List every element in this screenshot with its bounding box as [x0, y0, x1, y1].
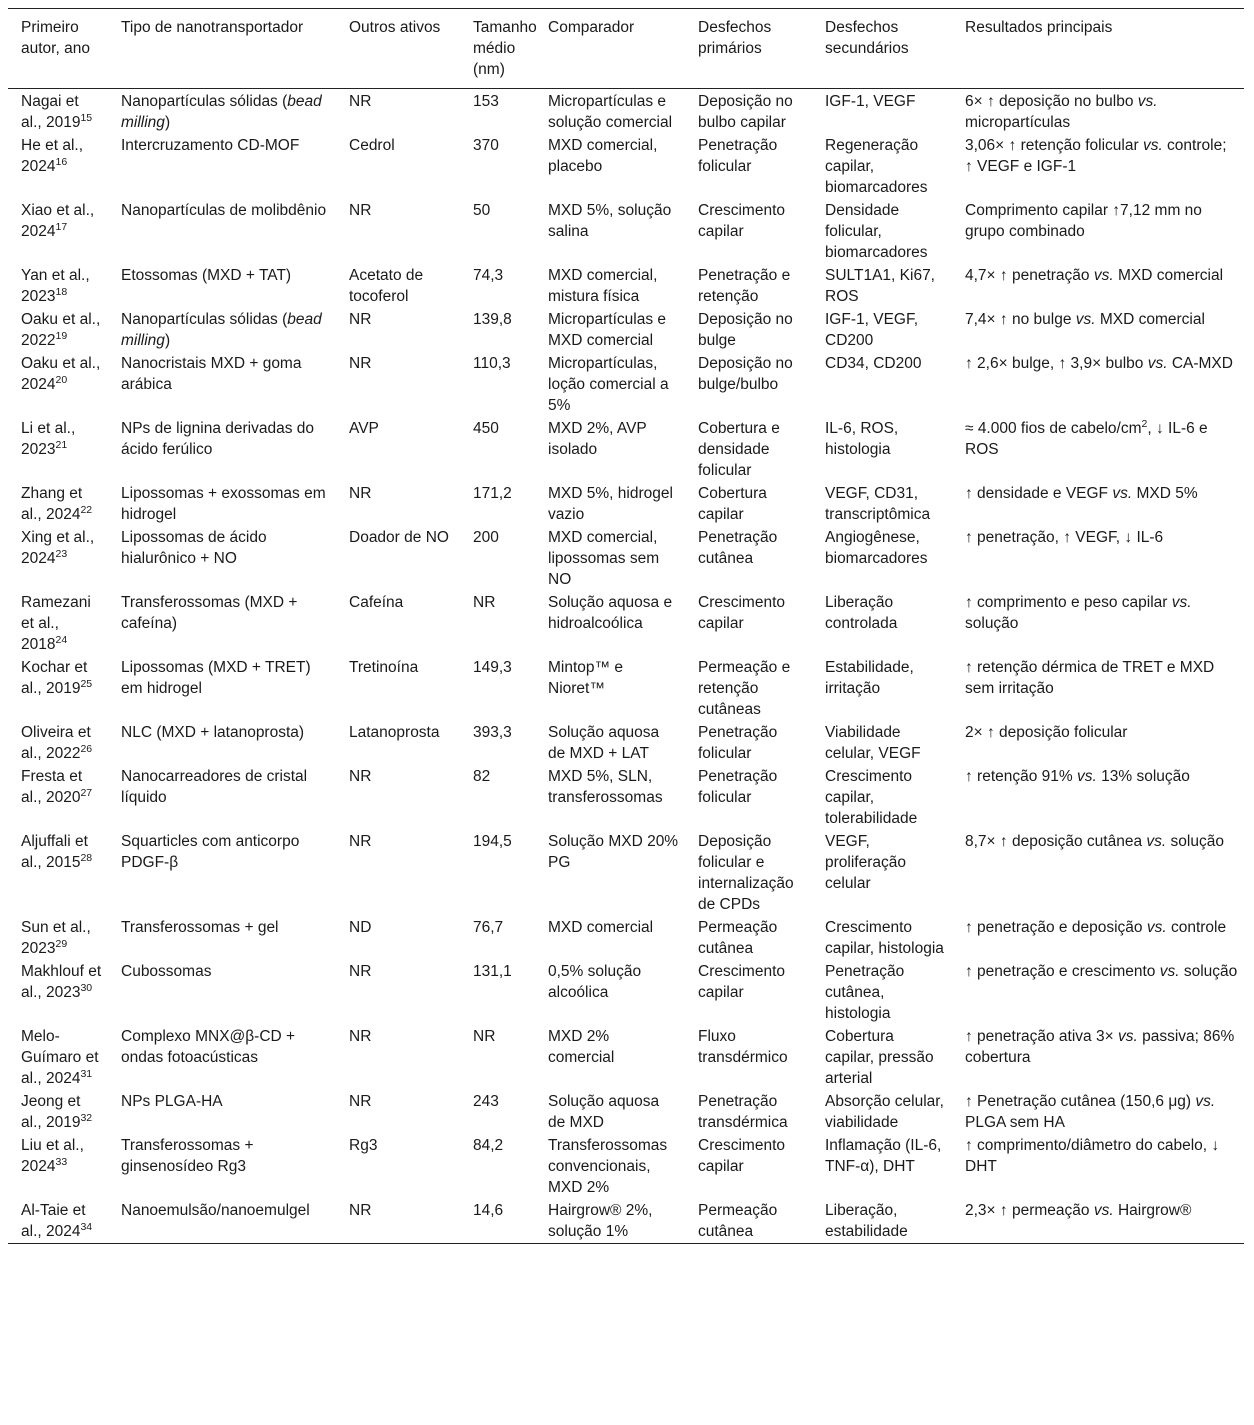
cell-other-actives: NR [349, 93, 372, 110]
cell-carrier: Nanocristais MXD + goma arábica [121, 355, 302, 393]
header-main-results: Resultados principais [965, 19, 1113, 36]
cell-other-actives: NR [349, 833, 372, 850]
cell-mean-size: 149,3 [473, 659, 512, 676]
header-primary-outcomes: Desfechos primários [698, 19, 772, 57]
cell-other-actives: NR [349, 202, 372, 219]
cell-main-results: ↑ penetração, ↑ VEGF, ↓ IL-6 [965, 529, 1164, 546]
cell-author: Xiao et al., 2024$^{17}$ [21, 202, 95, 240]
cell-primary-outcomes: Penetração folicular [698, 137, 778, 175]
cell-secondary-outcomes: Regeneração capilar, biomarcadores [825, 137, 928, 196]
cell-carrier: Transferossomas + gel [121, 919, 279, 936]
reference-number: 25 [80, 677, 93, 690]
table-row [8, 1199, 1244, 1244]
cell-primary-outcomes: Cobertura capilar [698, 485, 767, 523]
cell-comparator: MXD comercial, placebo [548, 137, 658, 175]
cell-mean-size: 84,2 [473, 1137, 504, 1154]
cell-secondary-outcomes: IL-6, ROS, histologia [825, 420, 899, 458]
cell-main-results: ↑ penetração e deposição vs. controle [965, 919, 1227, 936]
cell-primary-outcomes: Permeação e retenção cutâneas [698, 659, 791, 718]
cell-other-actives: Cedrol [349, 137, 395, 154]
cell-main-results: ↑ penetração ativa 3× vs. passiva; 86% cobertura [965, 1028, 1235, 1066]
cell-carrier: Cubossomas [121, 963, 212, 980]
header-author: Primeiro autor, ano [21, 19, 90, 57]
cell-secondary-outcomes: SULT1A1, Ki67, ROS [825, 267, 935, 305]
cell-primary-outcomes: Deposição no bulbo capilar [698, 93, 793, 131]
cell-mean-size: 14,6 [473, 1202, 504, 1219]
reference-number: 22 [80, 503, 93, 516]
cell-carrier: NPs de lignina derivadas do ácido ferúlico [121, 420, 315, 458]
cell-carrier: Nanocarreadores de cristal líquido [121, 768, 308, 806]
cell-comparator: MXD 5%, hidrogel vazio [548, 485, 673, 523]
cell-comparator: Micropartículas e solução comercial [548, 93, 673, 131]
cell-other-actives: NR [349, 485, 372, 502]
reference-number: 20 [55, 373, 68, 386]
cell-other-actives: NR [349, 311, 372, 328]
cell-secondary-outcomes: Inflamação (IL-6, TNF-α), DHT [825, 1137, 942, 1175]
cell-comparator: MXD 2%, AVP isolado [548, 420, 647, 458]
cell-comparator: Mintop™ e Nioret™ [548, 659, 623, 697]
cell-other-actives: Rg3 [349, 1137, 378, 1154]
reference-number: 24 [55, 633, 68, 646]
cell-primary-outcomes: Crescimento capilar [698, 202, 785, 240]
cell-secondary-outcomes: Liberação controlada [825, 594, 898, 632]
header-secondary-outcomes: Desfechos secundários [825, 19, 909, 57]
cell-carrier: Nanopartículas sólidas (bead milling) [121, 311, 322, 349]
reference-number: 33 [55, 1155, 68, 1168]
cell-other-actives: Cafeína [349, 594, 404, 611]
cell-main-results: 2,3× ↑ permeação vs. Hairgrow® [965, 1202, 1192, 1219]
table-row [8, 264, 1244, 308]
reference-number: 21 [55, 438, 68, 451]
cell-author: Fresta et al., 2020$^{27}$ [21, 768, 93, 806]
table-body [8, 89, 1244, 1244]
cell-main-results: 8,7× ↑ deposição cutânea vs. solução [965, 833, 1224, 850]
cell-comparator: Transferossomas convencionais, MXD 2% [548, 1137, 668, 1196]
cell-comparator: Micropartículas, loção comercial a 5% [548, 355, 669, 414]
cell-comparator: MXD comercial, lipossomas sem NO [548, 529, 660, 588]
cell-mean-size: 153 [473, 93, 499, 110]
cell-carrier: Complexo MNX@β-CD + ondas fotoacústicas [121, 1028, 296, 1066]
cell-mean-size: 76,7 [473, 919, 504, 936]
cell-other-actives: Latanoprosta [349, 724, 440, 741]
cell-comparator: Solução aquosa de MXD + LAT [548, 724, 660, 762]
table-header [8, 9, 1244, 89]
cell-carrier: NPs PLGA-HA [121, 1093, 223, 1110]
cell-mean-size: 131,1 [473, 963, 512, 980]
cell-primary-outcomes: Deposição no bulge [698, 311, 793, 349]
reference-number: 26 [80, 742, 93, 755]
cell-author: Ramezani et al., 2018$^{24}$ [21, 594, 91, 653]
cell-comparator: MXD comercial [548, 919, 654, 936]
cell-mean-size: 200 [473, 529, 499, 546]
cell-carrier: Etossomas (MXD + TAT) [121, 267, 292, 284]
cell-author: Zhang et al., 2024$^{22}$ [21, 485, 93, 523]
table-row [8, 721, 1244, 765]
table-row [8, 352, 1244, 417]
cell-primary-outcomes: Penetração transdérmica [698, 1093, 788, 1131]
cell-comparator: MXD comercial, mistura física [548, 267, 658, 305]
cell-main-results: 2× ↑ deposição folicular [965, 724, 1128, 741]
header-comparator: Comparador [548, 19, 635, 36]
cell-carrier: Nanopartículas de molibdênio [121, 202, 327, 219]
cell-other-actives: NR [349, 355, 372, 372]
cell-secondary-outcomes: Liberação, estabilidade [825, 1202, 908, 1240]
table-row [8, 656, 1244, 721]
cell-primary-outcomes: Penetração folicular [698, 768, 778, 806]
cell-primary-outcomes: Penetração e retenção [698, 267, 791, 305]
cell-author: Al-Taie et al., 2024$^{34}$ [21, 1202, 93, 1240]
cell-mean-size: 74,3 [473, 267, 504, 284]
cell-carrier: Nanopartículas sólidas (bead milling) [121, 93, 322, 131]
cell-secondary-outcomes: Estabilidade, irritação [825, 659, 914, 697]
cell-mean-size: 171,2 [473, 485, 512, 502]
cell-author: Aljuffali et al., 2015$^{28}$ [21, 833, 93, 871]
cell-main-results: Comprimento capilar ↑7,12 mm no grupo combinado [965, 202, 1202, 240]
cell-primary-outcomes: Penetração cutânea [698, 529, 778, 567]
table-row [8, 308, 1244, 352]
table-row [8, 765, 1244, 830]
cell-author: Oliveira et al., 2022$^{26}$ [21, 724, 93, 762]
cell-author: Melo-Guímaro et al., 2024$^{31}$ [21, 1028, 99, 1087]
cell-other-actives: Tretinoína [349, 659, 419, 676]
table-row [8, 916, 1244, 960]
cell-mean-size: 139,8 [473, 311, 512, 328]
cell-main-results: ↑ comprimento e peso capilar vs. solução [965, 594, 1192, 632]
table-row [8, 591, 1244, 656]
cell-main-results: 4,7× ↑ penetração vs. MXD comercial [965, 267, 1224, 284]
table-row [8, 526, 1244, 591]
cell-primary-outcomes: Penetração folicular [698, 724, 778, 762]
reference-number: 15 [80, 111, 93, 124]
cell-carrier: Intercruzamento CD-MOF [121, 137, 300, 154]
cell-carrier: Transferossomas (MXD + cafeína) [121, 594, 298, 632]
cell-mean-size: 450 [473, 420, 499, 437]
cell-primary-outcomes: Deposição no bulge/bulbo [698, 355, 793, 393]
header-other-actives: Outros ativos [349, 19, 441, 36]
reference-number: 18 [55, 285, 68, 298]
table-row [8, 134, 1244, 199]
cell-secondary-outcomes: IGF-1, VEGF, CD200 [825, 311, 919, 349]
cell-author: Oaku et al., 2024$^{20}$ [21, 355, 101, 393]
cell-author: Makhlouf et al., 2023$^{30}$ [21, 963, 102, 1001]
cell-primary-outcomes: Permeação cutânea [698, 1202, 778, 1240]
cell-comparator: Solução aquosa de MXD [548, 1093, 660, 1131]
cell-author: Xing et al., 2024$^{23}$ [21, 529, 95, 567]
cell-carrier: Squarticles com anticorpo PDGF-β [121, 833, 300, 871]
cell-secondary-outcomes: CD34, CD200 [825, 355, 922, 372]
cell-author: Kochar et al., 2019$^{25}$ [21, 659, 93, 697]
cell-author: Liu et al., 2024$^{33}$ [21, 1137, 84, 1175]
cell-carrier: Lipossomas (MXD + TRET) em hidrogel [121, 659, 311, 697]
cell-mean-size: 110,3 [473, 355, 511, 372]
cell-mean-size: 243 [473, 1093, 499, 1110]
cell-other-actives: NR [349, 1093, 372, 1110]
table-row [8, 830, 1244, 916]
cell-primary-outcomes: Crescimento capilar [698, 1137, 785, 1175]
table-row [8, 199, 1244, 264]
cell-secondary-outcomes: Densidade folicular, biomarcadores [825, 202, 928, 261]
cell-secondary-outcomes: VEGF, proliferação celular [825, 833, 906, 892]
cell-author: Nagai et al., 2019$^{15}$ [21, 93, 93, 131]
cell-main-results: ↑ densidade e VEGF vs. MXD 5% [965, 485, 1198, 502]
cell-other-actives: AVP [349, 420, 379, 437]
cell-mean-size: 50 [473, 202, 491, 219]
cell-mean-size: 82 [473, 768, 491, 785]
reference-number: 28 [80, 851, 93, 864]
table-row [8, 1090, 1244, 1134]
cell-author: He et al., 2024$^{16}$ [21, 137, 84, 175]
cell-comparator: Micropartículas e MXD comercial [548, 311, 667, 349]
cell-comparator: Solução MXD 20% PG [548, 833, 679, 871]
cell-primary-outcomes: Fluxo transdérmico [698, 1028, 788, 1066]
cell-comparator: MXD 5%, solução salina [548, 202, 672, 240]
cell-carrier: Nanoemulsão/nanoemulgel [121, 1202, 310, 1219]
cell-author: Oaku et al., 2022$^{19}$ [21, 311, 101, 349]
cell-secondary-outcomes: Absorção celular, viabilidade [825, 1093, 944, 1131]
cell-main-results: ↑ Penetração cutânea (150,6 μg) vs. PLGA sem HA [965, 1093, 1216, 1131]
cell-mean-size: NR [473, 1028, 496, 1045]
cell-primary-outcomes: Permeação cutânea [698, 919, 778, 957]
cell-main-results: 7,4× ↑ no bulge vs. MXD comercial [965, 311, 1205, 328]
cell-carrier: Lipossomas de ácido hialurônico + NO [121, 529, 267, 567]
cell-secondary-outcomes: Penetração cutânea, histologia [825, 963, 905, 1022]
cell-other-actives: NR [349, 1202, 372, 1219]
table-row [8, 1134, 1244, 1199]
cell-author: Sun et al., 2023$^{29}$ [21, 919, 91, 957]
cell-other-actives: ND [349, 919, 372, 936]
reference-number: 27 [80, 786, 93, 799]
cell-carrier: NLC (MXD + latanoprosta) [121, 724, 305, 741]
table-row [8, 417, 1244, 482]
cell-secondary-outcomes: Cobertura capilar, pressão arterial [825, 1028, 934, 1087]
table-row [8, 89, 1244, 135]
studies-table [8, 8, 1244, 1244]
cell-mean-size: 393,3 [473, 724, 512, 741]
cell-other-actives: NR [349, 768, 372, 785]
cell-secondary-outcomes: Viabilidade celular, VEGF [825, 724, 921, 762]
cell-main-results: 6× ↑ deposição no bulbo vs. micropartículas [965, 93, 1158, 131]
cell-primary-outcomes: Cobertura e densidade folicular [698, 420, 780, 479]
table-row [8, 1025, 1244, 1090]
cell-main-results: ↑ comprimento/diâmetro do cabelo, ↓ DHT [965, 1137, 1220, 1175]
reference-number: 34 [80, 1220, 93, 1233]
cell-secondary-outcomes: VEGF, CD31, transcriptômica [825, 485, 931, 523]
cell-main-results: ↑ penetração e crescimento vs. solução [965, 963, 1238, 980]
header-carrier: Tipo de nanotransportador [121, 19, 304, 36]
reference-number: 19 [55, 329, 68, 342]
cell-carrier: Lipossomas + exossomas em hidrogel [121, 485, 326, 523]
reference-number: 29 [55, 937, 68, 950]
reference-number: 17 [55, 220, 68, 233]
cell-carrier: Transferossomas + ginsenosídeo Rg3 [121, 1137, 254, 1175]
cell-other-actives: NR [349, 963, 372, 980]
cell-secondary-outcomes: Crescimento capilar, histologia [825, 919, 944, 957]
cell-mean-size: NR [473, 594, 496, 611]
cell-main-results: ≈ 4.000 fios de cabelo/$cm^2$, ↓ IL-6 e ROS [965, 417, 1208, 458]
cell-main-results: ↑ retenção dérmica de TRET e MXD sem irritação [965, 659, 1215, 697]
reference-number: 16 [55, 155, 68, 168]
cell-primary-outcomes: Crescimento capilar [698, 963, 785, 1001]
reference-number: 30 [80, 981, 93, 994]
reference-number: 31 [80, 1067, 93, 1080]
cell-author: Jeong et al., 2019$^{32}$ [21, 1093, 93, 1131]
cell-mean-size: 370 [473, 137, 499, 154]
cell-author: Yan et al., 2023$^{18}$ [21, 267, 90, 305]
cell-secondary-outcomes: Crescimento capilar, tolerabilidade [825, 768, 918, 827]
cell-main-results: 3,06× ↑ retenção folicular vs. controle; ↑ VEGF e IGF-1 [965, 137, 1227, 175]
cell-comparator: MXD 2% comercial [548, 1028, 615, 1066]
cell-primary-outcomes: Deposição folicular e internalização de CPDs [698, 833, 794, 913]
cell-secondary-outcomes: IGF-1, VEGF [825, 93, 916, 110]
header-mean-size: Tamanho médio (nm) [473, 19, 537, 78]
table-row [8, 960, 1244, 1025]
cell-comparator: 0,5% solução alcoólica [548, 963, 642, 1001]
cell-comparator: Hairgrow® 2%, solução 1% [548, 1202, 653, 1240]
header-row [8, 9, 1244, 89]
cell-other-actives: NR [349, 1028, 372, 1045]
cell-comparator: MXD 5%, SLN, transferossomas [548, 768, 663, 806]
cell-secondary-outcomes: Angiogênese, biomarcadores [825, 529, 928, 567]
cell-main-results: ↑ retenção 91% vs. 13% solução [965, 768, 1190, 785]
cell-comparator: Solução aquosa e hidroalcoólica [548, 594, 673, 632]
cell-author: Li et al., 2023$^{21}$ [21, 420, 76, 458]
table-container [8, 8, 1244, 1244]
table-row [8, 482, 1244, 526]
cell-primary-outcomes: Crescimento capilar [698, 594, 785, 632]
cell-mean-size: 194,5 [473, 833, 512, 850]
cell-other-actives: Acetato de tocoferol [349, 267, 424, 305]
cell-main-results: ↑ 2,6× bulge, ↑ 3,9× bulbo vs. CA-MXD [965, 355, 1233, 372]
reference-number: 32 [80, 1111, 93, 1124]
cell-other-actives: Doador de NO [349, 529, 449, 546]
reference-number: 23 [55, 547, 68, 560]
